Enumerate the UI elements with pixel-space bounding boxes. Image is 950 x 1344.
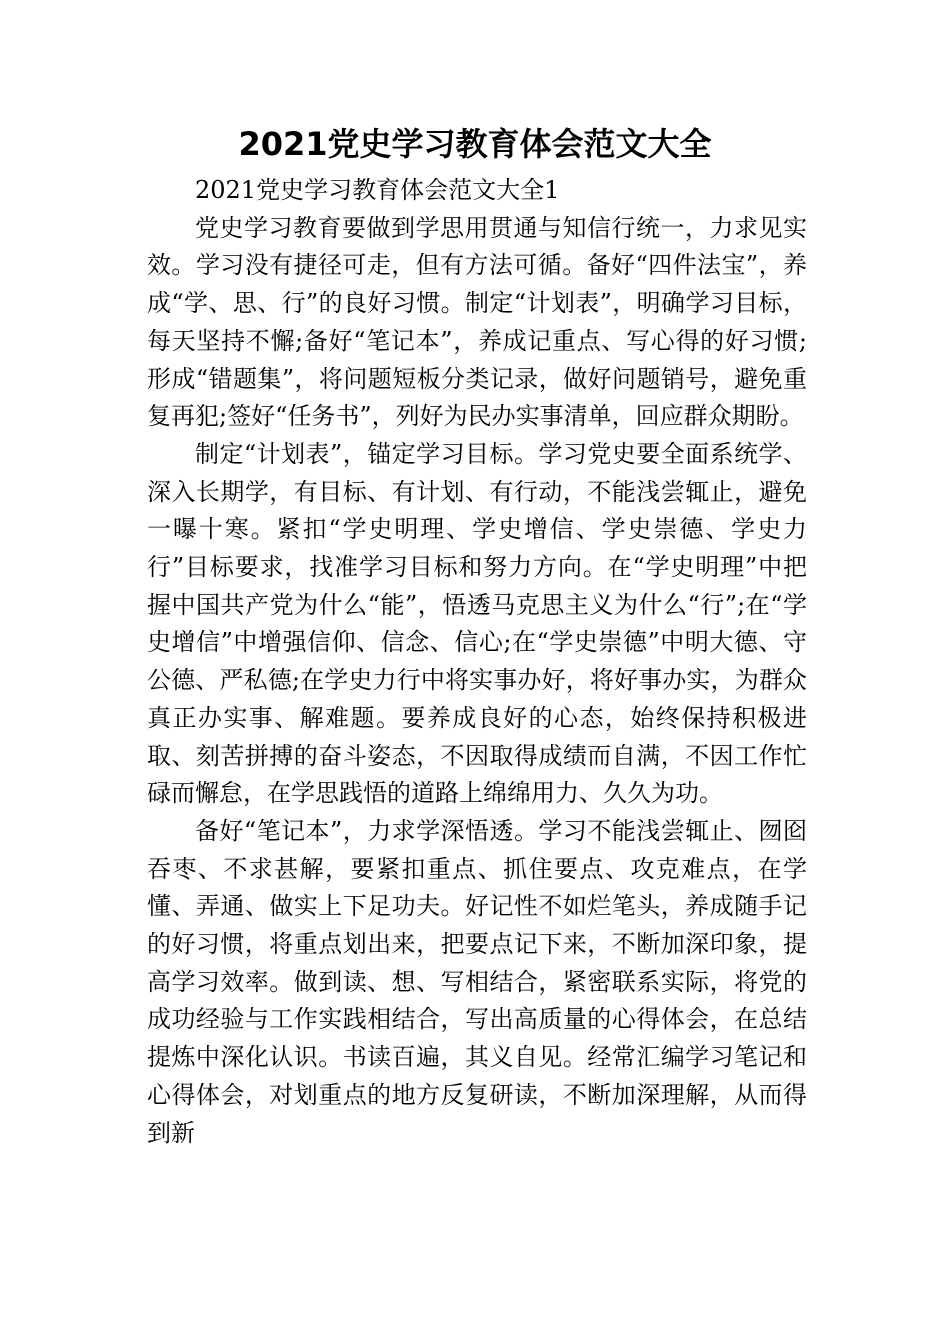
section-heading: 2021党史学习教育体会范文大全1	[195, 176, 560, 204]
paragraph-notebook: 备好“笔记本”，力求学深悟透。学习不能浅尝辄止、囫囵吞枣、不求甚解，要紧扣重点、抓住要点、攻克难点，在学懂、弄通、做实上下足功夫。好记性不如烂笔头，养成随手记的好习惯，将重点划出来，把要点记下来，不断加深印象，提高学习效率。做到读、想、写相结合，紧密联系实际，将党的成功经验与工作实践相结合，写出高质量的心得体会，在总结提炼中深化认识。书读百遍，其义自见。经常汇编学习笔记和心得体会，对划重点的地方反复研读，不断加深理解，从而得到新	[147, 816, 807, 1147]
document-title: 2021党史学习教育体会范文大全	[238, 125, 712, 163]
paragraph-intro: 党史学习教育要做到学思用贯通与知信行统一，力求见实效。学习没有捷径可走，但有方法可循。备好“四件法宝”，养成“学、思、行”的良好习惯。制定“计划表”，明确学习目标，每天坚持不懈;备好“笔记本”，养成记重点、写心得的好习惯;形成“错题集”，将问题短板分类记录，做好问题销号，避免重复再犯;签好“任务书”，列好为民办实事清单，回应群众期盼。	[147, 213, 807, 431]
document-body	[147, 172, 807, 1152]
paragraph-plan: 制定“计划表”，锚定学习目标。学习党史要全面系统学、深入长期学，有目标、有计划、有行动，不能浅尝辄止，避免一曝十寒。紧扣“学史明理、学史增信、学史崇德、学史力行”目标要求，找准学习目标和努力方向。在“学史明理”中把握中国共产党为什么“能”，悟透马克思主义为什么“行”;在“学史增信”中增强信仰、信念、信心;在“学史崇德”中明大德、守公德、严私德;在学史力行中将实事办好，将好事办实，为群众真正办实事、解难题。要养成良好的心态，始终保持积极进取、刻苦拼搏的奋斗姿态，不因取得成绩而自满，不因工作忙碌而懈怠，在学思践悟的道路上绵绵用力、久久为功。	[147, 439, 807, 808]
